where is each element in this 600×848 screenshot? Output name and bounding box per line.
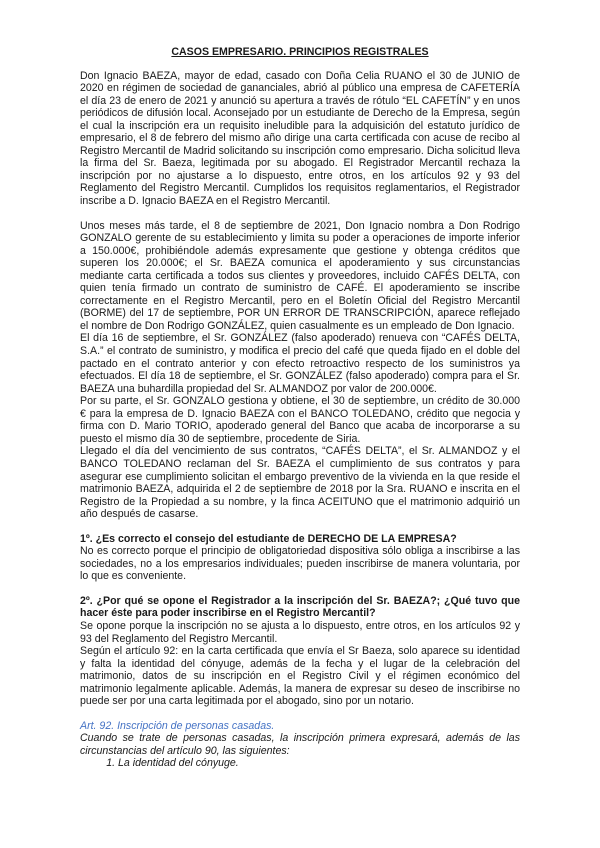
case-paragraph-1: Don Ignacio BAEZA, mayor de edad, casado con Doña Celia RUANO el 30 de JUNIO de 2020 en régimen de sociedad de gananciales, abrió al público una empresa de CAFETERÍA el día 23 de enero de 2021 y anunció su apertura a través de rótulo “EL CAFETÍN” y en unos periódicos de difusión local. Aconsejado por un estudiante de Derecho de la Empresa, según el cual la inscripción era un requisito ineludible para la adquisición del estatuto jurídico de empresario, el 8 de febrero del mismo año dirige una carta certificada con acuse de recibo al Registro Mercantil de Madrid solicitando su inscripción como empresario. Dicha solicitud lleva la firma del Sr. Baeza, legitimada por su abogado. El Registrador Mercantil rechaza la inscripción por no ajustarse a lo dispuesto, entre otros, en los artículos 92 y 93 del Reglamento del Registro Mercantil. Cumplidos los requisitos reglamentarios, el Registrador inscribe a D. Ignacio BAEZA en el Registro Mercantil. (80, 69, 520, 208)
answer-2-part-2: Según el artículo 92: en la carta certificada que envía el Sr Baeza, solo aparece su identidad y falta la identidad del cónyuge, además de la fecha y el lugar de la celebración del matrimonio, datos de su inscripción en el Registro Civil y el régimen económico del matrimonio legalmente aplicable. Además, la manera de expresar su deseo de inscribirse no puede ser por una carta legitimada por el abogado, sino por un notario. (80, 645, 520, 708)
answer-2-part-1: Se opone porque la inscripción no se ajusta a lo dispuesto, entre otros, en los artículos 92 y 93 del Reglamento del Registro Mercantil. (80, 619, 520, 645)
question-2: 2º. ¿Por qué se opone el Registrador a la inscripción del Sr. BAEZA?; ¿Qué tuvo que hacer éste para poder inscribirse en el Registro Mercantil? (80, 594, 520, 620)
case-paragraph-4: Por su parte, el Sr. GONZALO gestiona y obtiene, el 30 de septiembre, un crédito de 30.000 € para la empresa de D. Ignacio BAEZA con el BANCO TOLEDANO, crédito que negocia y firma con D. Mario TORIO, apoderado general del Banco que acaba de incorporarse a su puesto el mismo día 30 de septiembre, procedente de Siria. (80, 395, 520, 445)
case-paragraph-5: Llegado el día del vencimiento de sus contratos, “CAFÉS DELTA”, el Sr. ALMANDOZ y el BANCO TOLEDANO reclaman del Sr. BAEZA el cumplimiento de sus contratos y para asegurar ese cumplimiento solicitan el embargo preventivo de la vivienda en la que reside el matrimonio BAEZA, adquirida el 2 de septiembre de 2018 por la Sra. RUANO e inscrita en el Registro de la Propiedad a su nombre, y la finca ACEITUNO que el matrimonio adquirió un año después de casarse. (80, 445, 520, 521)
question-1: 1º. ¿Es correcto el consejo del estudiante de DERECHO DE LA EMPRESA? (80, 532, 457, 545)
document-title: CASOS EMPRESARIO. PRINCIPIOS REGISTRALES (171, 46, 429, 58)
article-list-item: 1. La identidad del cónyuge. (118, 757, 520, 770)
article-title: Art. 92. Inscripción de personas casadas. (80, 719, 275, 732)
article-list (80, 757, 520, 770)
case-paragraph-3: El día 16 de septiembre, el Sr. GONZÁLEZ (falso apoderado) renueva con “CAFÉS DELTA, S.A.” el contrato de suministro, y modifica el precio del café que queda fijado en el doble del pactado en el contrato anterior y con efecto retroactivo respecto de los suministros ya efectuados. El día 18 de septiembre, el Sr. GONZÁLEZ (falso apoderado) compra para el Sr. BAEZA una buhardilla propiedad del Sr. ALMANDOZ por valor de 200.000€. (80, 332, 520, 395)
answer-1: No es correcto porque el principio de obligatoriedad dispositiva sólo obliga a inscribirse a las sociedades, no a los empresarios individuales; pueden inscribirse de manera voluntaria, por lo que es conveniente. (80, 545, 520, 583)
case-paragraph-2: Unos meses más tarde, el 8 de septiembre de 2021, Don Ignacio nombra a Don Rodrigo GONZALO gerente de su establecimiento y limita su poder a operaciones de importe inferior a 150.000€, prohibiéndole además expresamente que gestione y obtenga créditos que superen los 20.000€; el Sr. BAEZA comunica el apoderamiento y sus circunstancias mediante carta certificada a todos sus clientes y proveedores, incluido CAFÉS DELTA, con quien tenía firmado un contrato de suministro de CAFÉ. El apoderamiento se inscribe correctamente en el Registro Mercantil, pero en el Boletín Oficial del Registro Mercantil (BORME) del 17 de septiembre, POR UN ERROR DE TRANSCRIPCIÓN, aparece reflejado el nombre de Don Rodrigo GONZÁLEZ, quien casualmente es un empleado de Don Ignacio. (80, 219, 520, 332)
article-body: Cuando se trate de personas casadas, la inscripción primera expresará, además de las circunstancias del artículo 90, las siguientes: (80, 732, 520, 757)
